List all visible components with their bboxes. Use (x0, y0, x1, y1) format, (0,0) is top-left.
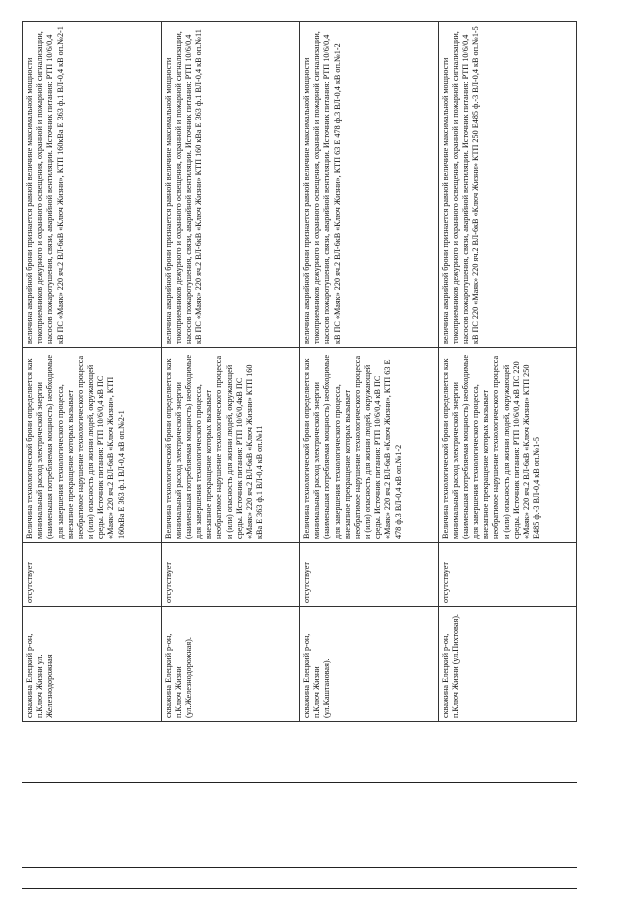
location-cell: скважина Елецкий р-он, п.Ключ Жизни (ул.Каштановая). (300, 607, 439, 722)
tech-reserve-cell: Величина технологической брони определяется как минимальный расход электрической энергии (наименьшая потребляемая мощность) необходимые для завершения технологического процесса, внезапное прекращение которых вызывает необратимое нарушение технологического процесса и (или) опасность для жизни людей, окружающей среды. Источник питания: РТП 10/6/0,4кВ ПС «Маяк» 220 яч.2 ВЛ-6кВ «Ключ Жизни» КТП 160 кВа Е 363 ф.1 ВЛ-0,4 кВ оп.№11 (161, 348, 300, 543)
power-reserve-table (22, 21, 577, 722)
horizontal-rule (22, 888, 577, 889)
status-cell: отсутствует (161, 543, 300, 607)
status-cell: отсутствует (438, 543, 577, 607)
tech-reserve-cell: Величина технологической брони определяется как минимальный расход электрической энергии (наименьшая потребляемая мощность) необходимые для завершения технологического процесса, внезапное прекращение которых вызывает необратимое нарушение технологического процесса и (или) опасность для жизни людей, окружающей среды. Источник питания: РТП 10/6/0,4 кВ ПС 220 «Маяк» 220 яч.2 ВЛ-6кВ «Ключ Жизни» КТП 250 Е485 ф.-3 ВЛ-0,4 кВ оп.№1-5 (438, 348, 577, 543)
table-row (300, 22, 439, 722)
emergency-reserve-cell: величина аварийной брони признается равной величине максимальной мощности токоприемников дежурного и охранного освещения, охранной и пожарной сигнализации, насосов пожаротушения, связи, аварийной вентиляции. Источник питания: РТП 10/6/0,4 кВ ПС «Маяк» 220 яч.2 ВЛ-6кВ «Ключ Жизни», КТП 160кВа Е 363 ф.1 ВЛ-0,4 кВ оп.№2-1 (23, 22, 162, 348)
status-cell: отсутствует (23, 543, 162, 607)
location-cell: скважина Елецкий р-он, п.Ключ Жизни ул. Железнодорожная (23, 607, 162, 722)
tech-reserve-cell: Величина технологической брони определяется как минимальный расход электрической энергии (наименьшая потребляемая мощность) необходимые для завершения технологического процесса, внезапное прекращение которых вызывает необратимое нарушение технологического процесса и (или) опасность для жизни людей, окружающей среды. Источник питания: РТП 10/6/0,4 кВ ПС «Маяк» 220 яч.2 ВЛ-6кВ «Ключ Жизни», КТП 160кВа Е 363 ф.1 ВЛ-0,4 кВ оп.№2-1 (23, 348, 162, 543)
status-cell: отсутствует (300, 543, 439, 607)
horizontal-rule (22, 867, 577, 868)
emergency-reserve-cell: величина аварийной брони признается равной величине максимальной мощности токоприемников дежурного и охранного освещения, охранной и пожарной сигнализации, насосов пожаротушения, связи, аварийной вентиляции. Источник питания: РТП 10/6/0,4 кВ ПС «Маяк» 220 яч.2 ВЛ-6кВ «Ключ Жизни» КТП 160 кВа Е 363 ф.1 ВЛ-0,4 кВ оп.№11 (161, 22, 300, 348)
table-row (161, 22, 300, 722)
horizontal-rule (22, 782, 577, 783)
location-cell: скважина Елецкий р-он, п.Ключ Жизни (ул.Пихтовая). (438, 607, 577, 722)
emergency-reserve-cell: величина аварийной брони признается равной величине максимальной мощности токоприемников дежурного и охранного освещения, охранной и пожарной сигнализации, насосов пожаротушения, связи, аварийной вентиляции. Источник питания: РТП 10/6/0,4 кВ ПС 220 «Маяк» 220 яч.2 ВЛ-6кВ «Ключ Жизни» КТП 250 Е485 ф.-3 ВЛ-0,4 кВ оп.№1-5 (438, 22, 577, 348)
table-row (23, 22, 162, 722)
location-cell: скважина Елецкий р-он, п.Ключ Жизни (ул.Железнодорожная). (161, 607, 300, 722)
rotated-table-page (22, 22, 577, 722)
tech-reserve-cell: Величина технологической брони определяется как минимальный расход электрической энергии (наименьшая потребляемая мощность) необходимые для завершения технологического процесса, внезапное прекращение которых вызывает необратимое нарушение технологического процесса и (или) опасность для жизни людей, окружающей среды. Источник питания: РТП 10/6/0,4 кВ ПС «Маяк» 220 яч.2 ВЛ-6кВ «Ключ Жизни», КТП 63 Е 478 ф.3 ВЛ-0,4 кВ оп.№1-2 (300, 348, 439, 543)
table-row (438, 22, 577, 722)
emergency-reserve-cell: величина аварийной брони признается равной величине максимальной мощности токоприемников дежурного и охранного освещения, охранной и пожарной сигнализации, насосов пожаротушения, связи, аварийной вентиляции. Источник питания: РТП 10/6/0,4 кВ ПС «Маяк» 220 яч.2 ВЛ-6кВ «Ключ Жизни», КТП 63 Е 478 ф.3 ВЛ-0,4 кВ оп.№1-2 (300, 22, 439, 348)
